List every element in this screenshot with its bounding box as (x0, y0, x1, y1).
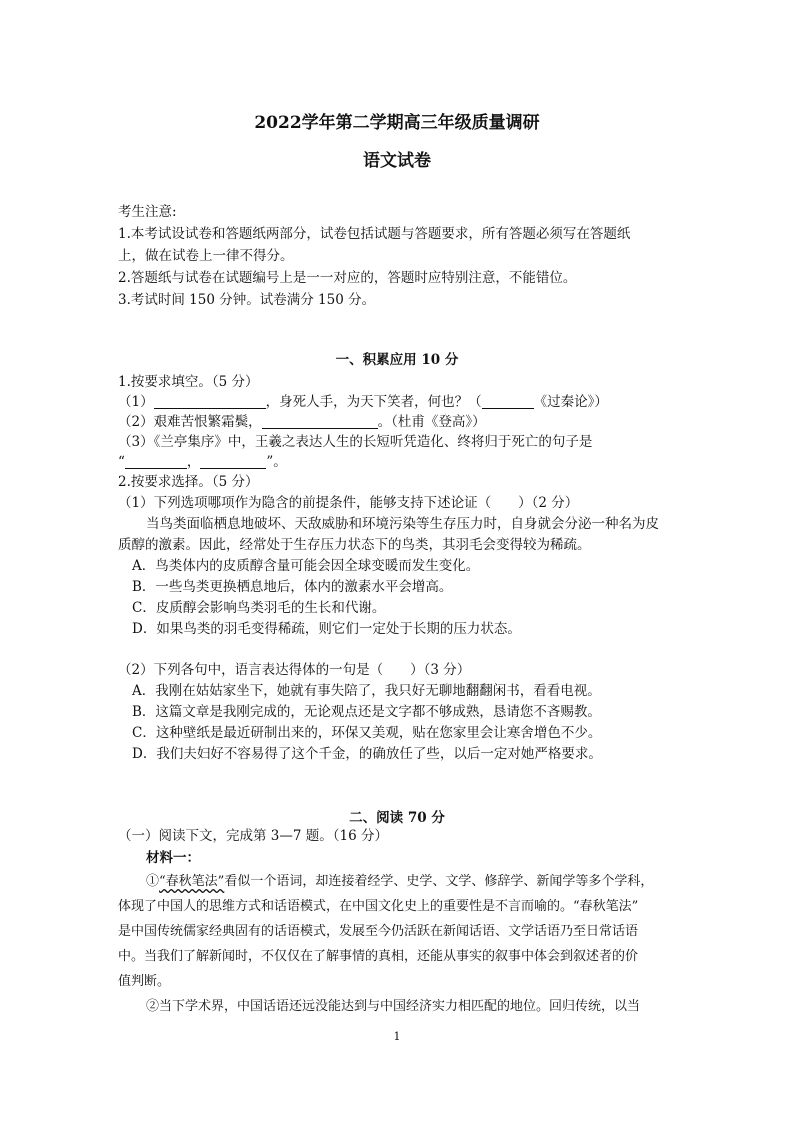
quote-open: “ (118, 454, 125, 470)
exam-subtitle: 语文试卷 (363, 151, 431, 171)
q1-item2-prefix: （2）艰难苦恨繁霜鬓， (118, 414, 262, 430)
option-d: D．如果鸟类的羽毛变得稀疏，则它们一定处于长期的压力状态。 (132, 621, 521, 637)
q1-item3-blanks (118, 452, 678, 472)
blank-line (125, 454, 187, 469)
option-d: D．我们夫妇好不容易得了这个千金，的确放任了些，以后一定对她严格要求。 (132, 746, 602, 762)
q1-item1-mid: ，身死人手，为天下笑者，何也？（ (265, 394, 482, 410)
q2-stem: 2.按要求选择。（5 分） (118, 474, 259, 490)
paragraph-1-line: 是中国传统儒家经典固有的话语模式，发展至今仍活跃在新闻话语、文学话语乃至日常话语 (118, 924, 639, 939)
q1-item2-suffix: 。（杜甫《登高》） (377, 414, 486, 430)
paragraph-text: 看似一个语词，却连接着经学、史学、文学、修辞学、新闻学等多个学科， (224, 874, 654, 889)
quote-close: ”。 (266, 454, 287, 470)
section1-heading: 一、积累应用 10 分 (335, 352, 459, 368)
blank-line (154, 394, 266, 409)
q2-sub1-passage: 当鸟类面临栖息地破坏、天敌威胁和环境污染等生存压力时，自身就会分泌一种名为皮 (146, 516, 659, 532)
blank-line (482, 394, 534, 409)
paragraph-1-line: 中。当我们了解新闻时，不仅仅在了解事情的真相，还能从事实的叙事中体会到叙述者的价 (118, 949, 639, 964)
notice-line: 上，做在试卷上一律不得分。 (118, 248, 294, 264)
q1-item3: （3）《兰亭集序》中，王羲之表达人生的长短听凭造化、终将归于死亡的句子是 (118, 434, 593, 450)
q1-item2 (118, 412, 678, 432)
q1-item1-prefix: （1） (118, 394, 154, 410)
exam-title: 2022学年第二学期高三年级质量调研 (254, 113, 540, 133)
option-c: C．这种壁纸是最近研制出来的，环保又美观，贴在您家里会让寒舍增色不少。 (132, 725, 602, 741)
option-b: B．一些鸟类更换栖息地后，体内的激素水平会增高。 (132, 579, 453, 595)
blank-line (262, 414, 378, 429)
q1-item1-suffix: 《过秦论》） (533, 394, 608, 410)
part1-stem: （一）阅读下文，完成第 3—7 题。（16 分） (118, 828, 388, 844)
q1-item1 (118, 392, 678, 412)
option-a: A．鸟类体内的皮质醇含量可能会因全球变暖而发生变化。 (132, 558, 480, 574)
notice-line: 3.考试时间 150 分钟。试卷满分 150 分。 (118, 292, 376, 308)
paragraph-1-line: 体现了中国人的思维方式和话语模式，在中国文化史上的重要性是不言而喻的。“春秋笔法” (118, 899, 639, 914)
option-a: A．我刚在姑姑家坐下，她就有事失陪了，我只好无聊地翻翻闲书，看看电视。 (132, 683, 601, 699)
paragraph-2: ②当下学术界，中国话语还远没能达到与中国经济实力相匹配的地位。回归传统，以当 (146, 999, 641, 1014)
page-number: 1 (393, 1030, 401, 1043)
notice-heading: 考生注意: (118, 204, 177, 220)
option-b: B．这篇文章是我刚完成的，无论观点还是文字都不够成熟，恳请您不吝赐教。 (132, 704, 601, 720)
paragraph-1-line: 值判断。 (118, 974, 171, 989)
q2-sub1-passage: 质醇的激素。因此，经常处于生存压力状态下的鸟类，其羽毛会变得较为稀疏。 (118, 537, 591, 553)
notice-line: 1.本考试设试卷和答题纸两部分，试卷包括试题与答题要求，所有答题必须写在答题纸 (118, 226, 631, 242)
q2-sub1-stem: （1）下列选项哪项作为隐含的前提条件，能够支持下述论证（ ）（2 分） (118, 495, 579, 511)
section2-heading: 二、阅读 70 分 (349, 810, 445, 826)
comma: ， (186, 454, 201, 470)
paragraph-1 (146, 872, 706, 892)
q1-stem: 1.按要求填空。（5 分） (118, 374, 259, 390)
option-c: C．皮质醇会影响鸟类羽毛的生长和代谢。 (132, 600, 386, 616)
quoted-term: “春秋笔法” (159, 874, 225, 889)
blank-line (200, 454, 266, 469)
paragraph-number: ① (146, 874, 160, 889)
notice-line: 2.答题纸与试卷在试题编号上是一一对应的，答题时应特别注意，不能错位。 (118, 270, 577, 286)
material-label: 材料一： (146, 850, 200, 866)
q2-sub2-stem: （2）下列各句中，语言表达得体的一句是（ ）（3 分） (118, 662, 471, 678)
